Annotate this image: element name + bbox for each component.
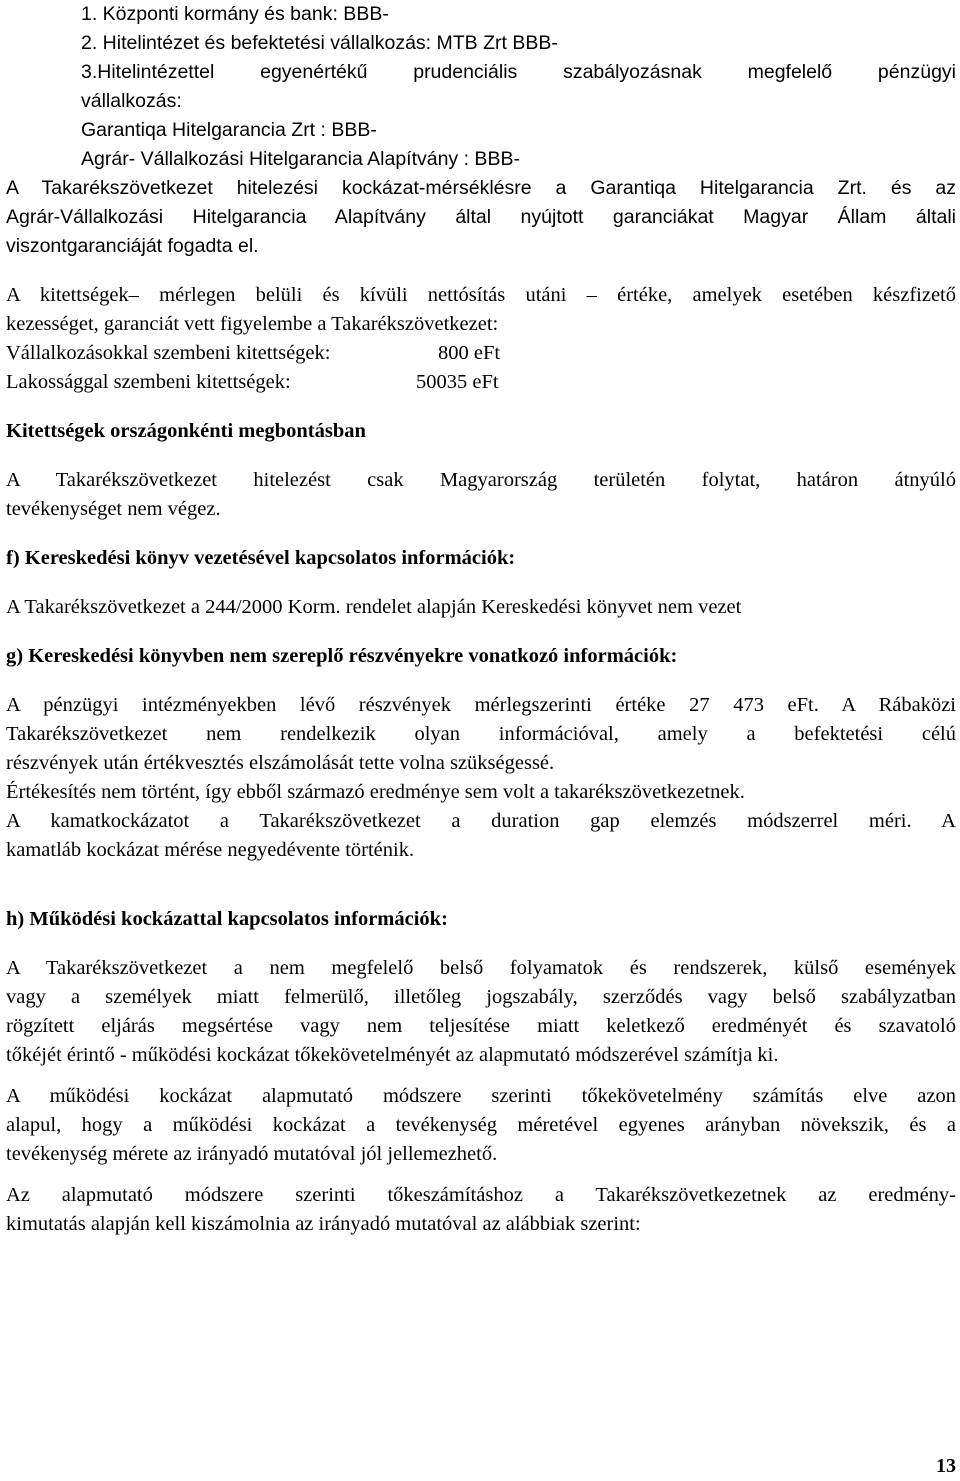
list-item-continuation: Agrár- Vállalkozási Hitelgarancia Alapítvány : BBB- <box>81 148 520 170</box>
paragraph-line: A kitettségek– mérlegen belüli és kívüli nettósítás utáni – értéke, amelyek esetében készfizető <box>6 284 956 306</box>
rating-list <box>6 0 956 174</box>
paragraph-line: Takarékszövetkezet nem rendelkezik olyan információval, amely a befektetési célú <box>6 723 956 745</box>
paragraph-line: Értékesítés nem történt, így ebből származó eredménye sem volt a takarékszövetkezetnek. <box>6 781 745 803</box>
list-item: 2. Hitelintézet és befektetési vállalkozás: MTB Zrt BBB- <box>81 32 558 54</box>
section-heading-g: g) Kereskedési könyvben nem szereplő részvényekre vonatkozó információk: <box>6 645 678 667</box>
exposure-label: Lakossággal szembeni kitettségek: <box>6 371 291 393</box>
paragraph-line: Az alapmutató módszere szerinti tőkeszámításhoz a Takarékszövetkezetnek az eredmény- <box>6 1184 956 1206</box>
exposure-label: Vállalkozásokkal szembeni kitettségek: <box>6 342 331 364</box>
section-g-paragraph <box>6 691 956 865</box>
country-paragraph <box>6 466 956 524</box>
paragraph-line: A kamatkockázatot a Takarékszövetkezet a duration gap elemzés módszerrel méri. A <box>6 810 956 832</box>
section-heading-h: h) Működési kockázattal kapcsolatos információk: <box>6 908 448 930</box>
paragraph-line: A Takarékszövetkezet hitelezést csak Magyarország területén folytat, határon átnyúló <box>6 469 956 491</box>
paragraph-line: A Takarékszövetkezet a nem megfelelő belső folyamatok és rendszerek, külső események <box>6 957 956 979</box>
paragraph-line: kamatláb kockázat mérése negyedévente történik. <box>6 839 415 861</box>
paragraph-line: vagy a személyek miatt felmerülő, illetőleg jogszabály, szerződés vagy belső szabályzatban <box>6 986 956 1008</box>
paragraph-line: részvények után értékvesztés elszámolását tette volna szükségessé. <box>6 752 555 774</box>
section-h-paragraph-3 <box>6 1181 956 1239</box>
paragraph-line: Agrár-Vállalkozási Hitelgarancia Alapítvány által nyújtott garanciákat Magyar Állam általi <box>6 206 956 228</box>
paragraph-line: A pénzügyi intézményekben lévő részvények mérlegszerinti értéke 27 473 eFt. A Rábaközi <box>6 694 956 716</box>
exposure-value: 800 eFt <box>438 342 501 364</box>
paragraph-line: alapul, hogy a működési kockázat a tevékenység méretével egyenes arányban növekszik, és a <box>6 1114 956 1136</box>
guarantee-paragraph <box>6 174 956 261</box>
section-heading-f: f) Kereskedési könyv vezetésével kapcsolatos információk: <box>6 547 516 569</box>
paragraph-line: viszontgaranciáját fogadta el. <box>6 235 259 257</box>
exposure-row <box>6 368 956 397</box>
page-number: 13 <box>936 1455 956 1477</box>
section-heading: Kitettségek országonkénti megbontásban <box>6 420 366 442</box>
paragraph-line: A Takarékszövetkezet hitelezési kockázat-mérséklésre a Garantiqa Hitelgarancia Zrt. és az <box>6 177 956 199</box>
paragraph-line: tőkéjét érintő - működési kockázat tőkekövetelményét az alapmutató módszerével számítja ki. <box>6 1044 779 1066</box>
exposure-row <box>6 339 956 368</box>
list-item-continuation: vállalkozás: <box>81 90 182 112</box>
exposure-value: 50035 eFt <box>416 371 499 393</box>
document-page <box>6 0 956 1239</box>
list-item: 3.Hitelintézettel egyenértékű prudenciális szabályozásnak megfelelő pénzügyi <box>81 61 956 83</box>
list-item-continuation: Garantiqa Hitelgarancia Zrt : BBB- <box>81 119 377 141</box>
paragraph-line: rögzített eljárás megsértése vagy nem teljesítése miatt keletkező eredményét és szavatoló <box>6 1015 956 1037</box>
paragraph-line: kezességet, garanciát vett figyelembe a Takarékszövetkezet: <box>6 313 499 335</box>
list-item: 1. Központi kormány és bank: BBB- <box>81 3 389 25</box>
exposures-paragraph <box>6 281 956 397</box>
section-h-paragraph-2 <box>6 1082 956 1169</box>
paragraph-line: kimutatás alapján kell kiszámolnia az irányadó mutatóval az alábbiak szerint: <box>6 1213 641 1235</box>
paragraph-line: tevékenység mérete az irányadó mutatóval jól jellemezhető. <box>6 1143 498 1165</box>
section-h-paragraph-1 <box>6 954 956 1070</box>
paragraph-line: A működési kockázat alapmutató módszere szerinti tőkekövetelmény számítás elve azon <box>6 1085 956 1107</box>
paragraph-line: tevékenységet nem végez. <box>6 498 221 520</box>
paragraph-line: A Takarékszövetkezet a 244/2000 Korm. rendelet alapján Kereskedési könyvet nem vezet <box>6 596 742 618</box>
